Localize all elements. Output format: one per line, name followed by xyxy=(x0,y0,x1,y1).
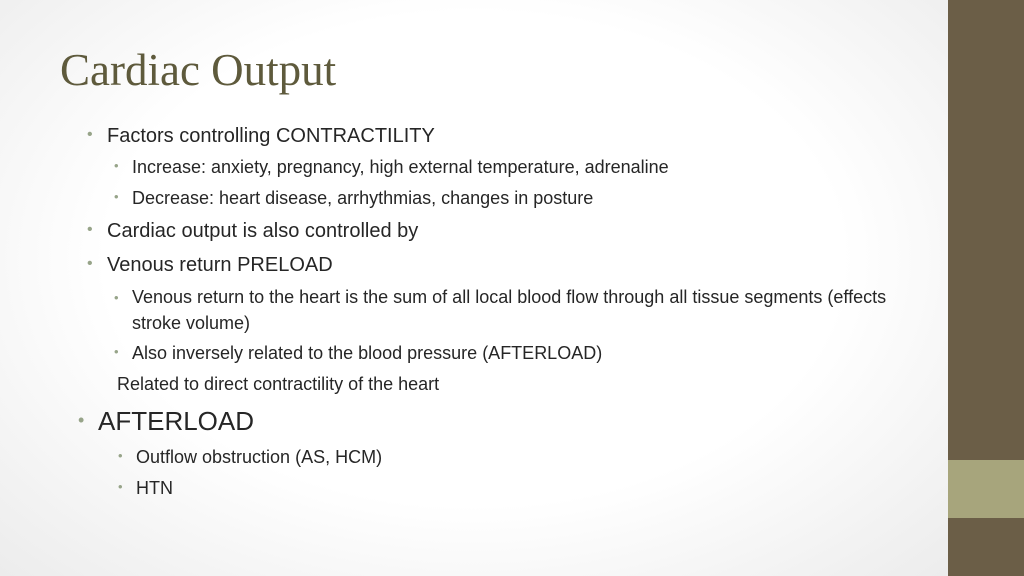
bullet-text: Venous return to the heart is the sum of all local blood flow through all tissue segments (effects stroke volume) xyxy=(132,287,887,333)
bullet-decrease xyxy=(114,188,594,209)
bullet-dot-icon: • xyxy=(87,126,93,143)
bullet-text: HTN xyxy=(136,478,173,498)
bullet-dot-icon: • xyxy=(87,255,93,272)
bullet-cardiac-output-controlled xyxy=(87,220,419,243)
bullet-dot-icon: • xyxy=(87,221,93,238)
bullet-inversely-related xyxy=(114,343,603,364)
bullet-dot-icon: • xyxy=(118,448,123,463)
bullet-dot-icon: • xyxy=(114,290,119,305)
slide-title: Cardiac Output xyxy=(60,45,337,95)
bullet-htn xyxy=(118,478,173,499)
note-direct-contractility: Related to direct contractility of the heart xyxy=(117,374,440,394)
bullet-dot-icon: • xyxy=(78,410,85,430)
bullet-dot-icon: • xyxy=(118,479,123,494)
bullet-increase xyxy=(114,157,669,178)
bullet-text: Outflow obstruction (AS, HCM) xyxy=(136,447,383,467)
bullet-text: Increase: anxiety, pregnancy, high external temperature, adrenaline xyxy=(132,157,669,177)
bullet-dot-icon: • xyxy=(114,158,119,173)
bullet-text: Decrease: heart disease, arrhythmias, changes in posture xyxy=(132,188,594,208)
bullet-afterload xyxy=(78,406,255,437)
bullet-text: Factors controlling CONTRACTILITY xyxy=(107,125,435,147)
bullet-venous-return-sum xyxy=(114,284,902,336)
bullet-text: Cardiac output is also controlled by xyxy=(107,220,419,242)
bullet-dot-icon: • xyxy=(114,344,119,359)
decorative-sidebar-accent xyxy=(948,460,1024,518)
bullet-outflow-obstruction xyxy=(118,447,383,468)
bullet-dot-icon: • xyxy=(114,189,119,204)
bullet-text: Also inversely related to the blood pressure (AFTERLOAD) xyxy=(132,343,603,363)
bullet-text: AFTERLOAD xyxy=(98,406,255,436)
bullet-factors-contractility xyxy=(87,125,435,148)
bullet-venous-return-preload xyxy=(87,254,333,277)
bullet-text: Venous return PRELOAD xyxy=(107,254,333,276)
